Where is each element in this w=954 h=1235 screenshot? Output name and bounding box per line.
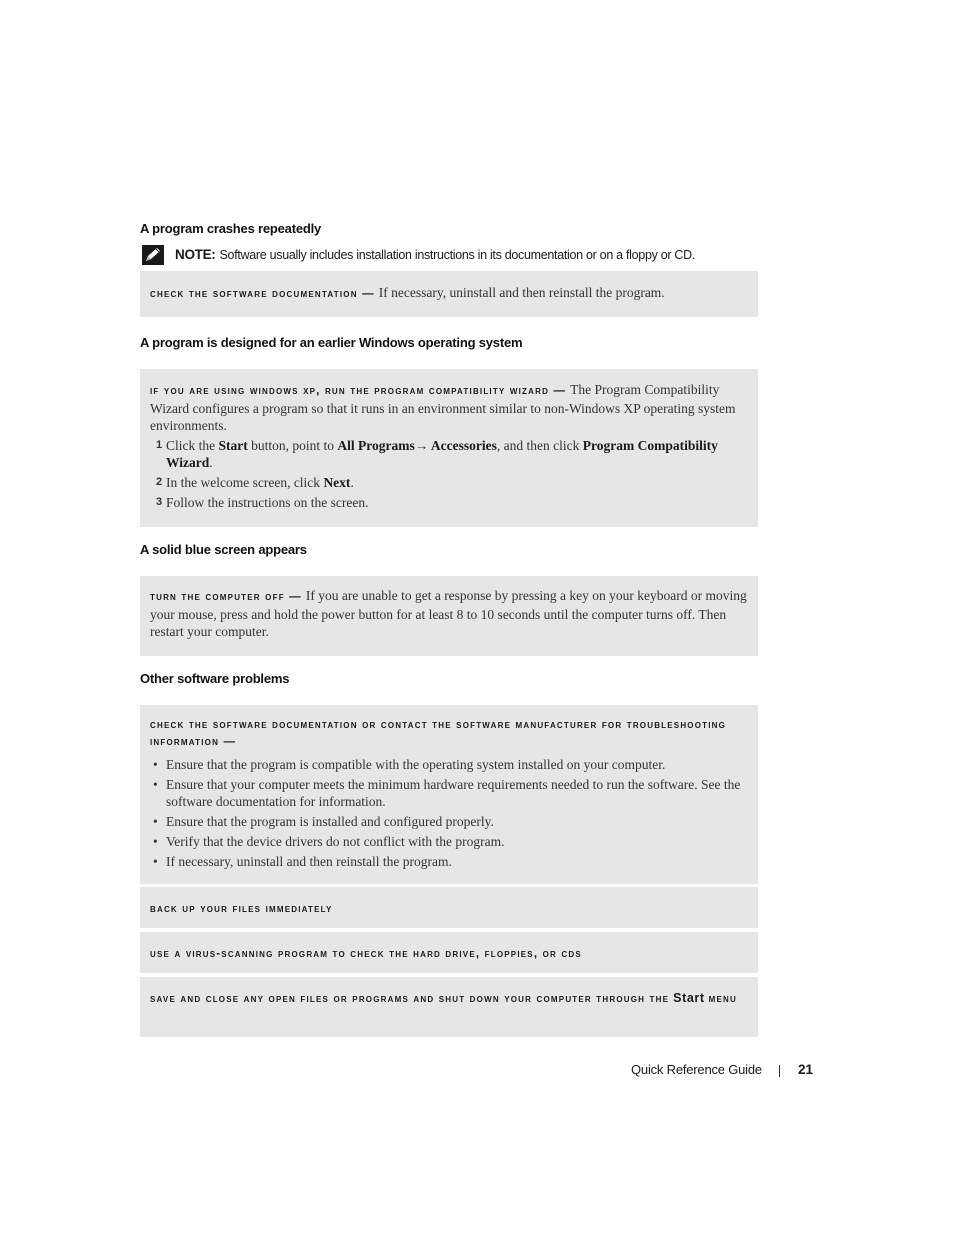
heading-blue-screen: A solid blue screen appears — [140, 542, 307, 557]
box-turn-off — [140, 576, 758, 656]
start-menu-label: Start — [673, 991, 705, 1005]
list-item — [150, 756, 748, 773]
bullet-icon: • — [153, 834, 158, 849]
start-label: Start — [218, 438, 248, 453]
step-text: , and then click — [496, 438, 583, 453]
note-body: Software usually includes installation instructions in its documentation or on a floppy or CD. — [219, 248, 696, 262]
bullet-icon: • — [153, 757, 158, 772]
step-number: 1 — [156, 439, 163, 451]
step-text: Follow the instructions on the screen. — [166, 495, 369, 510]
bullet-icon: • — [153, 854, 158, 869]
box-title-backup-files: back up your files immediately — [150, 903, 333, 915]
step-2 — [150, 474, 748, 491]
bullet-icon: • — [153, 814, 158, 829]
list-item — [150, 813, 748, 830]
other-problems-list — [150, 756, 748, 870]
list-item-text: Verify that the device drivers do not conflict with the program. — [166, 834, 505, 849]
box-other-problems — [140, 705, 758, 884]
box-title-check-documentation: check the software documentation — — [150, 288, 375, 300]
list-item-text: Ensure that your computer meets the minimum hardware requirements needed to run the software. See the software documentation for information. — [166, 777, 741, 809]
list-item — [150, 776, 748, 810]
list-item — [150, 833, 748, 850]
next-label: Next — [323, 475, 351, 490]
step-1 — [150, 437, 748, 471]
box-title-turn-off: turn the computer off — — [150, 591, 302, 603]
box-check-documentation — [140, 271, 758, 317]
box-title-shut-down: save and close any open files or programs and shut down your computer through the — [150, 993, 670, 1005]
heading-other-problems: Other software problems — [140, 671, 290, 686]
box-text-turn-off: If you are unable to get a response by pressing a key on your keyboard or moving your mouse, press and hold the power button for at least 8 to 10 seconds until the computer turns off. Then restart your computer. — [150, 588, 747, 639]
box-text-compatibility-wizard: The Program Compatibility Wizard configures a program so that it runs in an environment similar to non-Windows XP operating system environments. — [150, 382, 736, 433]
note — [140, 243, 760, 267]
program-compatibility-wizard-label: Program Compatibility Wizard — [166, 438, 718, 470]
note-label: NOTE: — [175, 247, 216, 262]
box-compatibility-wizard — [140, 369, 758, 527]
list-item — [150, 853, 748, 870]
page-number: 21 — [798, 1062, 814, 1077]
list-item-text: Ensure that the program is compatible with the operating system installed on your computer. — [166, 757, 666, 772]
box-title-compatibility-wizard: if you are using windows xp, run the program compatibility wizard — — [150, 385, 567, 397]
heading-earlier-windows: A program is designed for an earlier Windows operating system — [140, 335, 523, 350]
step-text: button, point to — [247, 438, 338, 453]
box-backup-files — [140, 887, 758, 928]
step-number: 3 — [156, 496, 163, 508]
list-item-text: Ensure that the program is installed and configured properly. — [166, 814, 494, 829]
box-title-virus-scan: use a virus-scanning program to check the hard drive, floppies, or cds — [150, 948, 582, 960]
arrow-icon: → — [414, 438, 429, 453]
step-text: In the welcome screen, click — [166, 475, 324, 490]
note-pencil-icon — [142, 245, 164, 265]
footer-guide-title: Quick Reference Guide — [631, 1062, 762, 1077]
footer-divider — [779, 1065, 780, 1077]
box-virus-scan — [140, 932, 758, 973]
note-text — [175, 247, 695, 262]
all-programs-label: All Programs — [337, 438, 415, 453]
step-3 — [150, 494, 748, 511]
box-shut-down — [140, 977, 758, 1037]
box-text-check-documentation: If necessary, uninstall and then reinstall the program. — [378, 285, 665, 300]
step-text: . — [350, 475, 354, 490]
step-text: . — [209, 455, 213, 470]
list-item-text: If necessary, uninstall and then reinstall the program. — [166, 854, 452, 869]
step-number: 2 — [156, 476, 163, 488]
bullet-icon: • — [153, 777, 158, 792]
heading-program-crashes: A program crashes repeatedly — [140, 221, 322, 236]
accessories-label: Accessories — [428, 438, 497, 453]
wizard-steps — [150, 437, 748, 511]
box-title-other-problems: check the software documentation or contact the software manufacturer for troubleshooting information — — [150, 719, 727, 748]
box-title-shut-down-end: menu — [708, 993, 737, 1005]
step-text: Click the — [166, 438, 219, 453]
